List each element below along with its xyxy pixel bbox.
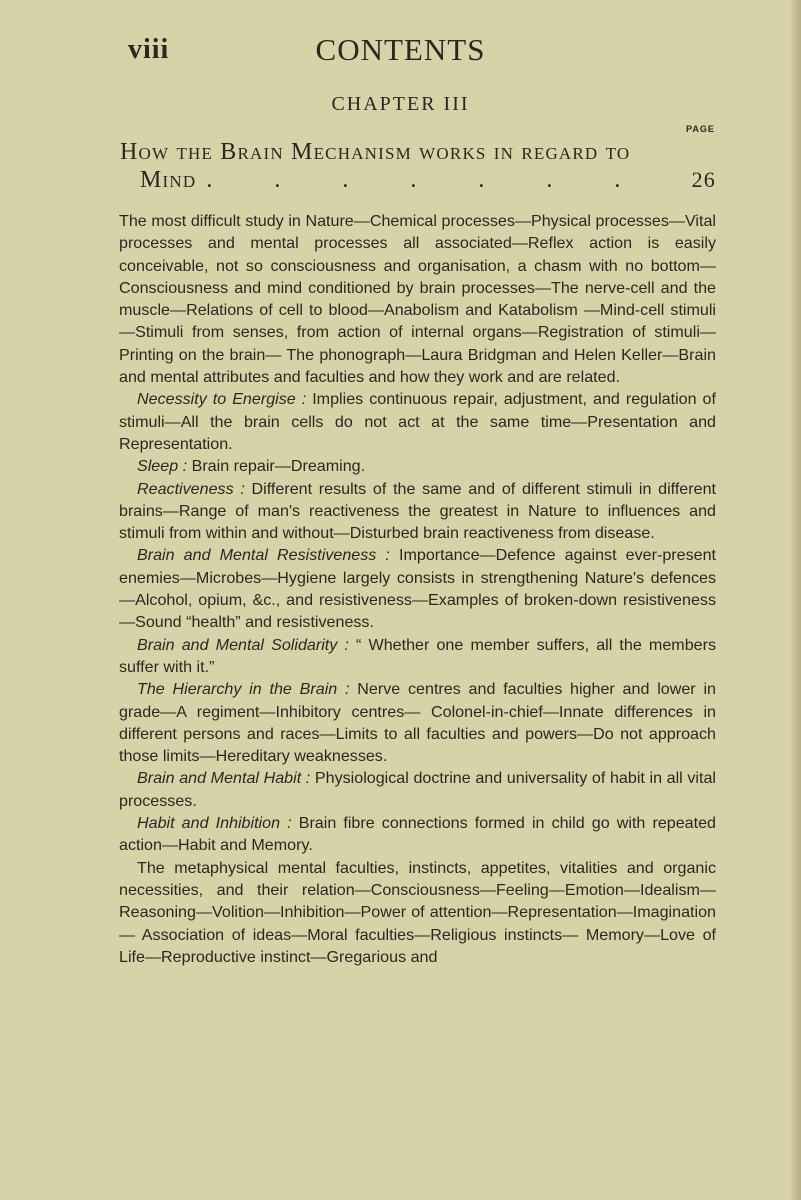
page-edge-shadow [789,0,801,1200]
topic-heading: Sleep : [137,457,188,476]
synopsis-paragraph: Sleep : Brain repair—Dreaming. [137,457,366,476]
running-head-title: CONTENTS [315,32,486,67]
topic-heading: Necessity to Energise : [137,390,307,409]
chapter-title-line-1: How the Brain Mechanism works in regard to [120,139,631,165]
topic-heading: The Hierarchy in the Brain : [137,680,350,699]
synopsis-paragraph: Reactiveness : Different results of the same and of different stimuli in different brains—Range of man's reactiveness the greatest in Nature to influences and stimuli from within and without—Disturbed brain reactiveness from disease. [119,479,716,543]
page-column-label: PAGE [686,124,715,134]
topic-heading: Brain and Mental Habit : [137,769,311,788]
chapter-page-number: 26 [691,167,716,192]
synopsis-paragraph: Brain and Mental Habit : Physiological doctrine and universality of habit in all vital processes. [119,769,716,810]
chapter-label: CHAPTER III [331,93,470,115]
topic-heading: Brain and Mental Resistiveness : [137,546,390,565]
chapter-title-line-2 [120,166,716,194]
topic-heading: Reactiveness : [137,479,245,498]
chapter-title-word: Mind [140,167,197,193]
chapter-synopsis [119,210,716,968]
topic-heading: Habit and Inhibition : [137,814,292,833]
synopsis-paragraph: Habit and Inhibition : Brain fibre connections formed in child go with repeated action—Habit and Memory. [119,814,717,855]
topic-heading: Brain and Mental Solidarity : [137,635,349,654]
synopsis-paragraph: Brain and Mental Solidarity : “ Whether one member suffers, all the members suffer with it.” [119,635,716,676]
synopsis-paragraph: Necessity to Energise : Implies continuous repair, adjustment, and regulation of stimuli—All the brain cells do not act at the same time—Presentation and Representation. [119,390,716,453]
chapter-heading [120,138,716,194]
synopsis-paragraph: The metaphysical mental faculties, instincts, appetites, vitalities and organic necessities, and their relation—Consciousness—Feeling—Emotion—Idealism—Reasoning—Volition—Inhibition—Power of attention—Representation—Imagination— Association of ideas—Moral faculties—Religious instincts— Memory—Love of Life—Reproductive instinct—Gregarious and [119,858,716,966]
leader-dots: . . . . . . . [206,167,649,193]
synopsis-paragraph: Brain and Mental Resistiveness : Importance—Defence against ever-present enemies—Microbes—Hygiene largely consists in strengthening Nature's defences—Alcohol, opium, &c., and resistiveness—Examples of broken-down resistiveness—Sound “health” and resistiveness. [119,546,717,632]
page-number: viii [128,34,170,65]
synopsis-paragraph: The Hierarchy in the Brain : Nerve centres and faculties higher and lower in grade—A regiment—Inhibitory centres— Colonel-in-chief—Innate differences in different persons and races—Limits to all faculties and powers—Do not approach those limits—Hereditary weaknesses. [119,680,716,766]
synopsis-paragraph: The most difficult study in Nature—Chemical processes—Physical processes—Vital processes and mental processes all associated—Reflex action is easily conceivable, not so consciousness and organisation, a chasm with no bottom—Consciousness and mind conditioned by brain processes—The nerve-cell and the muscle—Relations of cell to blood—Anabolism and Katabolism —Mind-cell stimuli—Stimuli from senses, from action of internal organs—Registration of stimuli—Printing on the brain— The phonograph—Laura Bridgman and Helen Keller—Brain and mental attributes and faculties and how they work and are related. [119,212,716,387]
